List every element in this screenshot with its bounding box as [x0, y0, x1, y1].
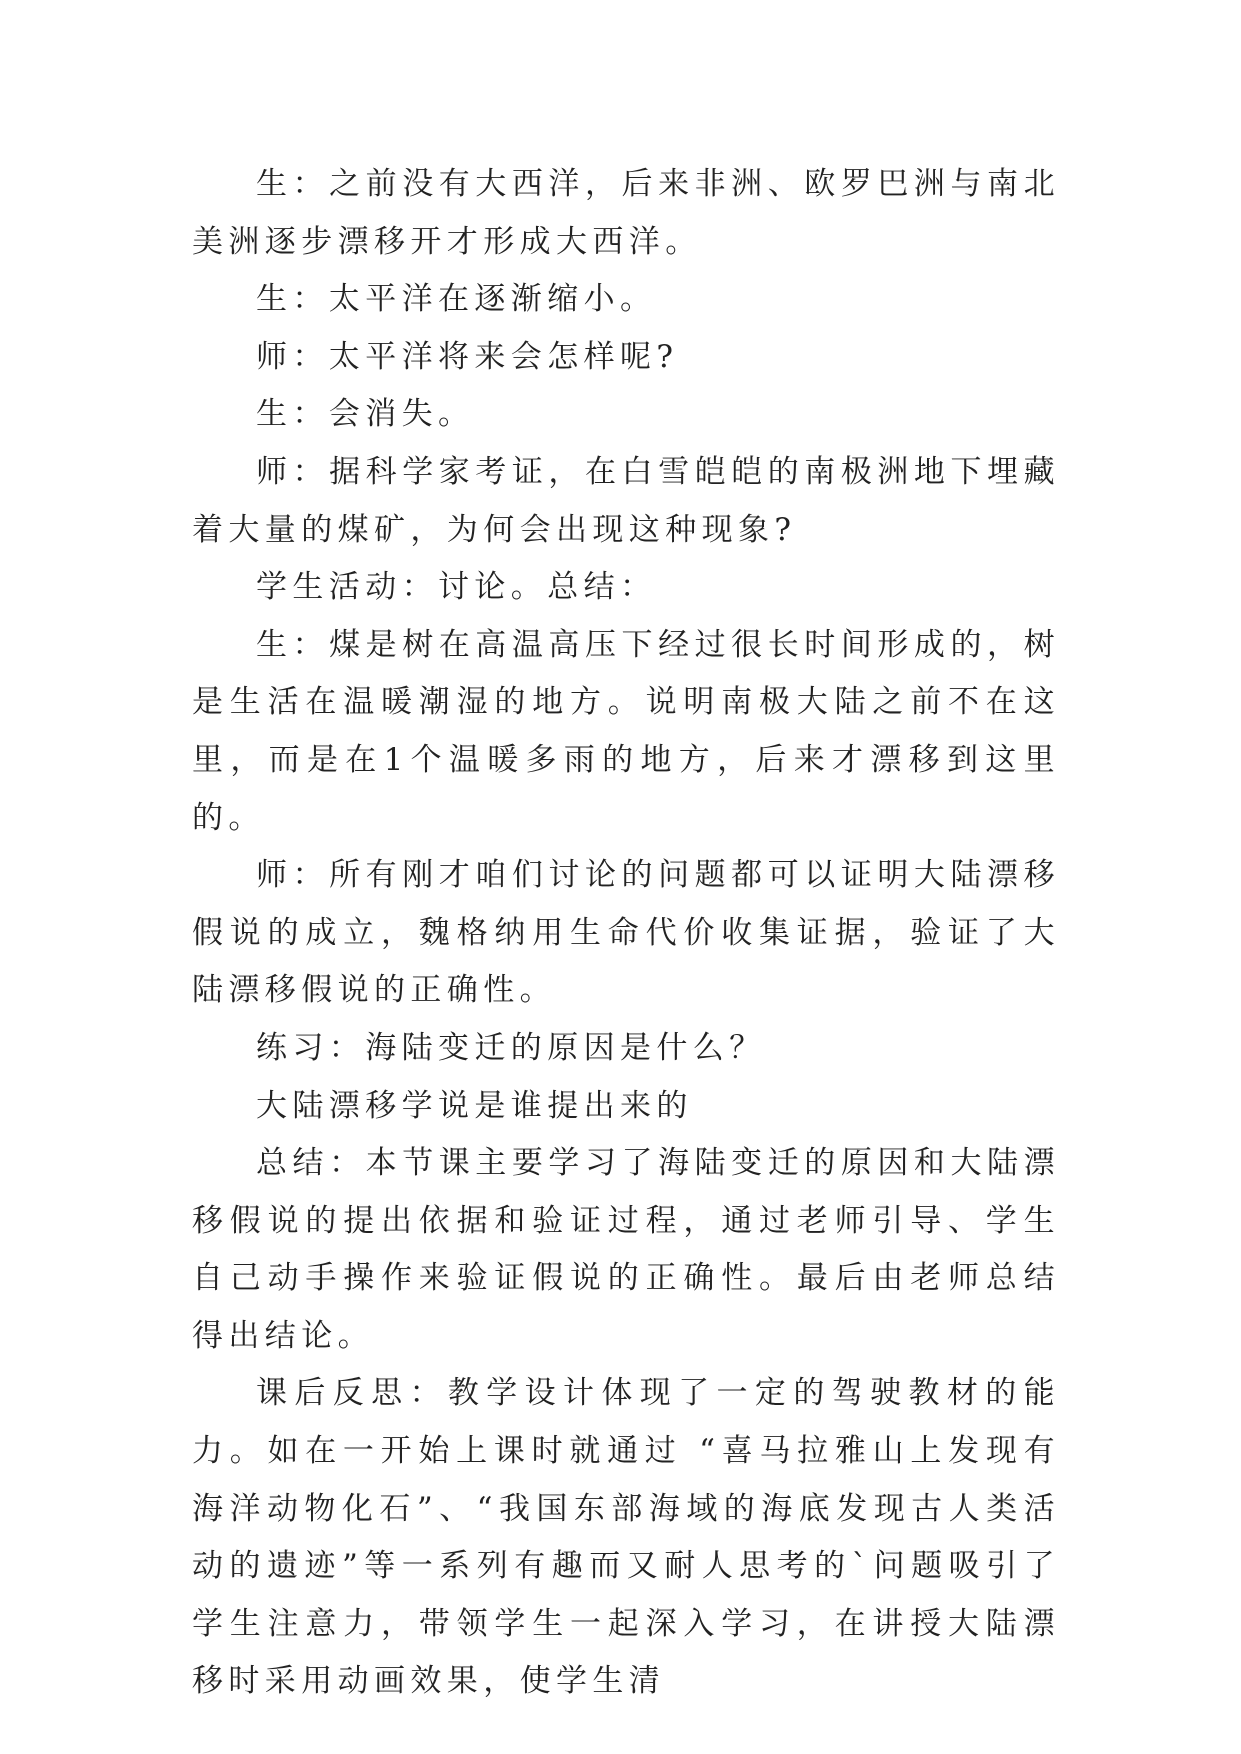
- paragraph-antarctica-coal-question: 师：据科学家考证，在白雪皑皑的南极洲地下埋藏着大量的煤矿，为何会出现这种现象?: [192, 453, 1060, 548]
- paragraph-pacific-future-question: 师：太平洋将来会怎样呢?: [256, 338, 679, 375]
- paragraph-teacher-conclusion: 师：所有刚才咱们讨论的问题都可以证明大陆漂移假说的成立，魏格纳用生命代价收集证据，验证了大陆漂移假说的正确性。: [192, 857, 1060, 1009]
- paragraph-pacific-disappear: 生：会消失。: [256, 396, 475, 433]
- paragraph-pacific-shrinking: 生：太平洋在逐渐缩小。: [256, 281, 657, 318]
- paragraph-summary: 总结：本节课主要学习了海陆变迁的原因和大陆漂移假说的提出依据和验证过程，通过老师引导、学生自己动手操作来验证假说的正确性。最后由老师总结得出结论。: [192, 1145, 1060, 1354]
- paragraph-exercise-question: 大陆漂移学说是谁提出来的: [256, 1087, 693, 1124]
- document-body: [192, 156, 1060, 1711]
- paragraph-exercise: 练习：海陆变迁的原因是什么？: [256, 1029, 766, 1066]
- paragraph-atlantic-formation: 生：之前没有大西洋，后来非洲、欧罗巴洲与南北美洲逐步漂移开才形成大西洋。: [192, 166, 1060, 260]
- paragraph-student-activity: 学生活动：讨论。总结：: [256, 569, 657, 606]
- paragraph-reflection: 课后反思：教学设计体现了一定的驾驶教材的能力。如在一开始上课时就通过 “喜马拉雅山上发现有海洋动物化石”、“我国东部海域的海底发现古人类活动的遗迹”等一系列有趣而又耐人思考的`问题吸引了学生注意力，带领学生一起深入学习，在讲授大陆漂移时采用动画效果，使学生清: [192, 1375, 1060, 1700]
- paragraph-coal-explanation: 生：煤是树在高温高压下经过很长时间形成的，树是生活在温暖潮湿的地方。说明南极大陆之前不在这里，而是在1个温暖多雨的地方，后来才漂移到这里的。: [192, 626, 1060, 836]
